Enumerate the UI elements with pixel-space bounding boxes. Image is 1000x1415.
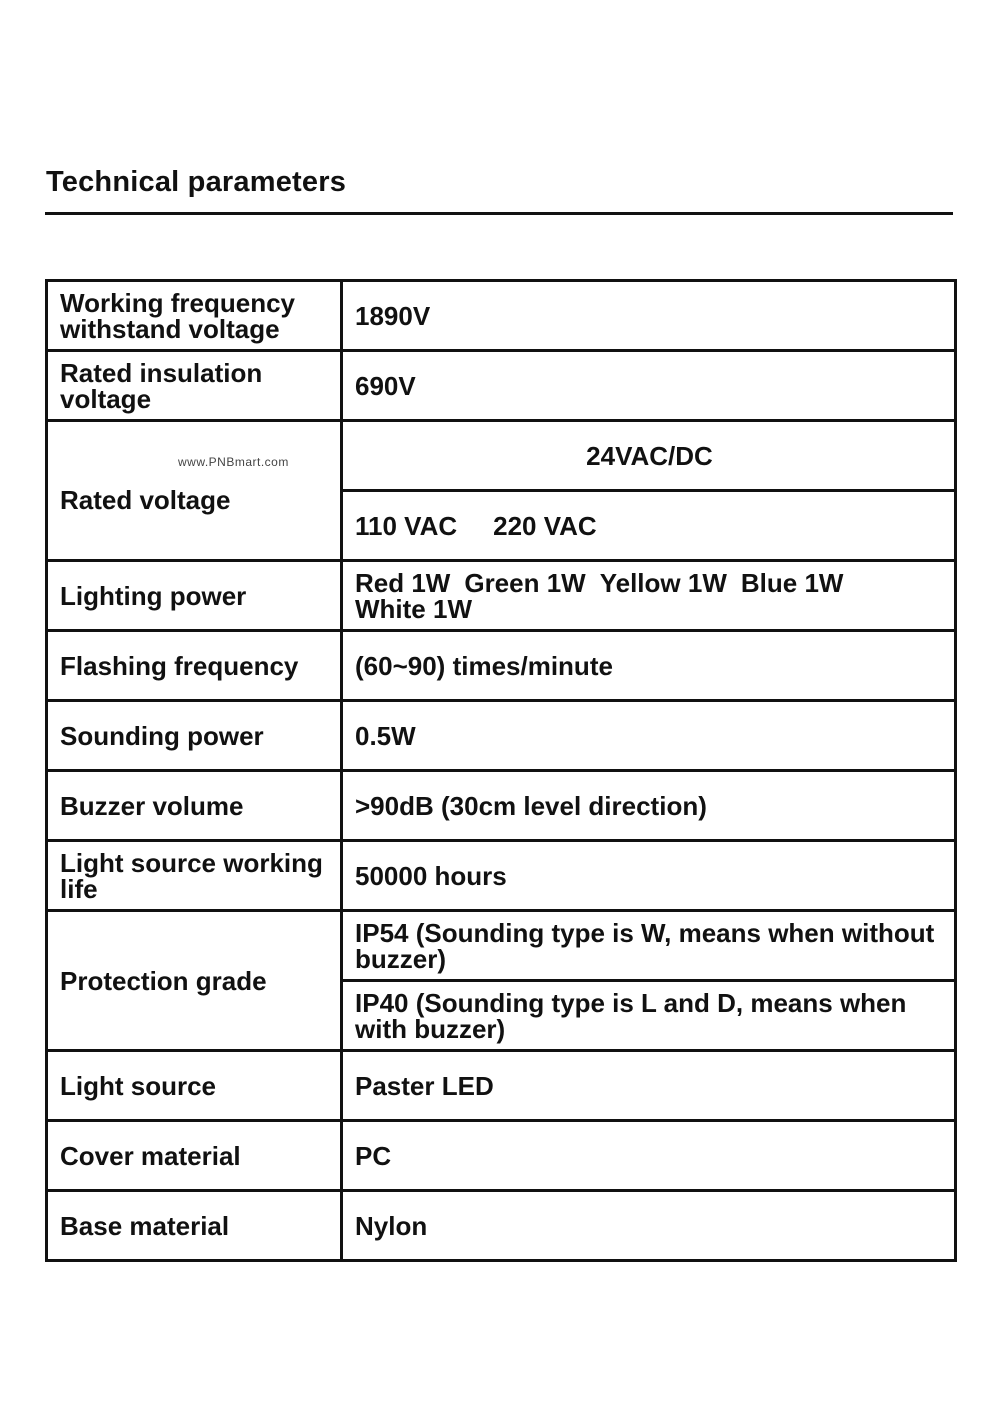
param-value: IP40 (Sounding type is L and D, means when with buzzer) (342, 981, 956, 1051)
param-value: IP54 (Sounding type is W, means when without buzzer) (342, 911, 956, 981)
table-row (47, 421, 956, 491)
param-label: Working frequency withstand voltage (47, 281, 342, 351)
param-value: 110 VAC (355, 510, 458, 541)
param-label: Flashing frequency (47, 631, 342, 701)
param-label: Lighting power (47, 561, 342, 631)
param-value: Paster LED (342, 1051, 956, 1121)
param-value: 50000 hours (342, 841, 956, 911)
param-value: 0.5W (342, 701, 956, 771)
param-label: Light source working life (47, 841, 342, 911)
power-yellow: Yellow 1W (599, 567, 727, 598)
param-value: PC (342, 1121, 956, 1191)
param-value-cell (342, 561, 956, 631)
param-label: Sounding power (47, 701, 342, 771)
technical-parameters-table (45, 279, 957, 1262)
table-row (47, 841, 956, 911)
param-value: Nylon (342, 1191, 956, 1261)
param-value: 1890V (342, 281, 956, 351)
param-label: Cover material (47, 1121, 342, 1191)
param-value: 24VAC/DC (342, 421, 956, 491)
param-value: 220 VAC (493, 510, 597, 541)
param-label-cell (47, 421, 342, 561)
param-value: (60~90) times/minute (342, 631, 956, 701)
table-row (47, 701, 956, 771)
table-row (47, 561, 956, 631)
table-row (47, 1051, 956, 1121)
page-title: Technical parameters (46, 166, 347, 198)
table-row (47, 281, 956, 351)
power-white: White 1W (355, 593, 472, 624)
param-label: Base material (47, 1191, 342, 1261)
watermark-text: www.PNBmart.com (178, 454, 289, 469)
table-row (47, 771, 956, 841)
table-row (47, 911, 956, 981)
param-value: >90dB (30cm level direction) (342, 771, 956, 841)
param-label: Buzzer volume (47, 771, 342, 841)
table-row (47, 351, 956, 421)
param-value-cell (342, 491, 956, 561)
table-row (47, 1121, 956, 1191)
title-underline (45, 212, 953, 215)
table-row (47, 631, 956, 701)
param-label: Light source (47, 1051, 342, 1121)
param-label: Rated voltage (60, 484, 231, 515)
power-blue: Blue 1W (740, 567, 844, 598)
table-row (47, 1191, 956, 1261)
param-label: Protection grade (47, 911, 342, 1051)
param-value: 690V (342, 351, 956, 421)
param-label: Rated insulation voltage (47, 351, 342, 421)
power-green: Green 1W (464, 567, 586, 598)
power-red: Red 1W (355, 567, 451, 598)
